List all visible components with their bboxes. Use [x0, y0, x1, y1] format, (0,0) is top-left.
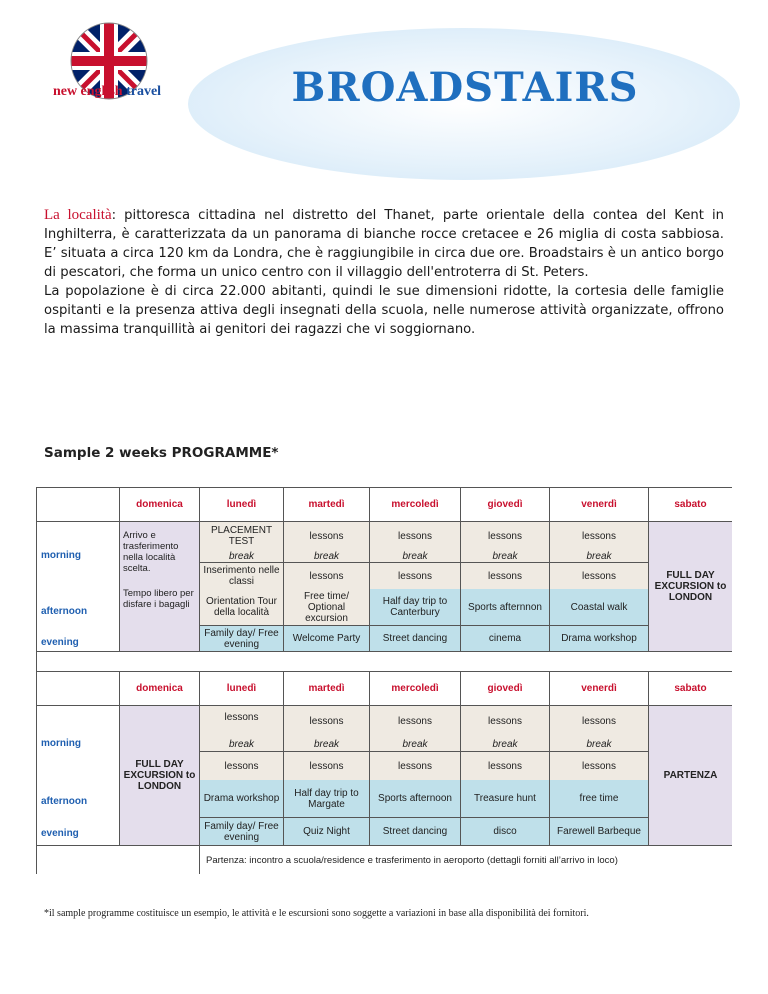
day-header: giovedì [461, 672, 550, 706]
week1-mon-break: break [200, 550, 284, 563]
slot-morning: morning [37, 706, 120, 780]
logo [32, 22, 182, 122]
week1-mon-late-morning: Inserimento nelle classi [200, 563, 284, 589]
week1-tue-late-morning: lessons [284, 563, 370, 589]
week2-tue-evening: Quiz Night [284, 818, 370, 846]
week2-fri-morning: lessons [550, 706, 649, 737]
week1-tue-morning: lessons [284, 522, 370, 550]
week2-saturday-cell: PARTENZA [649, 706, 732, 846]
programme-table [36, 487, 732, 874]
week2-tue-late-morning: lessons [284, 752, 370, 780]
week2-mon-break: break [200, 737, 284, 752]
week1-thu-morning: lessons [461, 522, 550, 550]
day-header: sabato [649, 672, 732, 706]
week2-thu-late-morning: lessons [461, 752, 550, 780]
week2-tue-break: break [284, 737, 370, 752]
week1-wed-break: break [370, 550, 461, 563]
intro-label: La località [44, 207, 112, 223]
day-header: martedì [284, 672, 370, 706]
week2-fri-break: break [550, 737, 649, 752]
week2-thu-morning: lessons [461, 706, 550, 737]
slot-evening: evening [37, 634, 120, 652]
week1-wed-morning: lessons [370, 522, 461, 550]
day-header: martedì [284, 488, 370, 522]
week2-fri-afternoon: free time [550, 780, 649, 818]
day-header: giovedì [461, 488, 550, 522]
week1-wed-afternoon: Half day trip to Canterbury [370, 589, 461, 626]
week1-mon-afternoon: Orientation Tour della località [200, 589, 284, 626]
week1-sunday-cell: Arrivo e trasferimento nella località scelta. Tempo libero per disfare i bagagli [120, 522, 200, 652]
week1-wed-late-morning: lessons [370, 563, 461, 589]
week2-fri-late-morning: lessons [550, 752, 649, 780]
intro-paragraph-1: La località: pittoresca cittadina nel distretto del Thanet, parte orientale della contea del Kent in Inghilterra, è caratterizzata da un panorama di bianche rocce cretacee e 26 miglia di costa sabbiosa. E’ situata a circa 120 km da Londra, che è raggiungibile in circa due ore. Broadstairs è un antico borgo di pescatori, che forma un unico centro con il villaggio dell'entroterra di St. Peters. [44, 207, 724, 280]
corner-cell [37, 672, 120, 706]
footnote: *il sample programme costituisce un esempio, le attività e le escursioni sono soggette a variazioni in base alla disponibilità dei fornitori. [44, 908, 589, 919]
week1-thu-break: break [461, 550, 550, 563]
week2-wed-break: break [370, 737, 461, 752]
week1-saturday-cell: FULL DAY EXCURSION to LONDON [649, 522, 732, 652]
week1-thu-late-morning: lessons [461, 563, 550, 589]
week1-tue-evening: Welcome Party [284, 626, 370, 652]
day-header: lunedì [200, 672, 284, 706]
slot-afternoon: afternoon [37, 780, 120, 822]
day-header: mercoledì [370, 488, 461, 522]
week1-thu-afternoon: Sports afternnon [461, 589, 550, 626]
week1-fri-evening: Drama workshop [550, 626, 649, 652]
day-header: venerdì [550, 488, 649, 522]
week2-mon-evening: Family day/ Free evening [200, 818, 284, 846]
week1-tue-afternoon: Free time/ Optional excursion [284, 589, 370, 626]
week2-thu-afternoon: Treasure hunt [461, 780, 550, 818]
programme-heading: Sample 2 weeks PROGRAMME* [44, 445, 279, 461]
week2-fri-evening: Farewell Barbeque [550, 818, 649, 846]
day-header: mercoledì [370, 672, 461, 706]
week1-mon-evening: Family day/ Free evening [200, 626, 284, 652]
week2-mon-morning: lessons [200, 706, 284, 737]
logo-wordmark: new english travel [52, 84, 162, 99]
week2-wed-evening: Street dancing [370, 818, 461, 846]
week2-wed-morning: lessons [370, 706, 461, 737]
intro-text [44, 206, 724, 339]
note-row-left [37, 846, 200, 874]
intro-paragraph-2: La popolazione è di circa 22.000 abitanti, quindi le sue dimensioni ridotte, la cortesia delle famiglie ospitanti e la presenza attiva degli insegnati della scuola, nelle numerose attività organizzate, offrono la massima tranquillità ai genitori dei ragazzi che vi soggiornano. [44, 284, 724, 337]
week2-tue-morning: lessons [284, 706, 370, 737]
week2-mon-afternoon: Drama workshop [200, 780, 284, 818]
departure-note: Partenza: incontro a scuola/residence e trasferimento in aeroporto (dettagli forniti all’arrivo in loco) [200, 846, 732, 874]
week2-thu-break: break [461, 737, 550, 752]
slot-morning: morning [37, 522, 120, 589]
week1-fri-afternoon: Coastal walk [550, 589, 649, 626]
week1-wed-evening: Street dancing [370, 626, 461, 652]
week2-mon-late-morning: lessons [200, 752, 284, 780]
corner-cell [37, 488, 120, 522]
week2-thu-evening: disco [461, 818, 550, 846]
week2-wed-afternoon: Sports afternoon [370, 780, 461, 818]
slot-afternoon: afternoon [37, 589, 120, 634]
slot-evening: evening [37, 822, 120, 846]
page-title: BROADSTAIRS [291, 64, 639, 111]
week1-thu-evening: cinema [461, 626, 550, 652]
day-header: venerdì [550, 672, 649, 706]
week1-fri-morning: lessons [550, 522, 649, 550]
week2-tue-afternoon: Half day trip to Margate [284, 780, 370, 818]
week2-sunday-cell: FULL DAY EXCURSION to LONDON [120, 706, 200, 846]
week1-fri-break: break [550, 550, 649, 563]
day-header: domenica [120, 672, 200, 706]
day-header: sabato [649, 488, 732, 522]
week-separator [37, 652, 732, 672]
week1-tue-break: break [284, 550, 370, 563]
week1-fri-late-morning: lessons [550, 563, 649, 589]
day-header: domenica [120, 488, 200, 522]
day-header: lunedì [200, 488, 284, 522]
week2-wed-late-morning: lessons [370, 752, 461, 780]
week1-mon-morning: PLACEMENT TEST [200, 522, 284, 550]
